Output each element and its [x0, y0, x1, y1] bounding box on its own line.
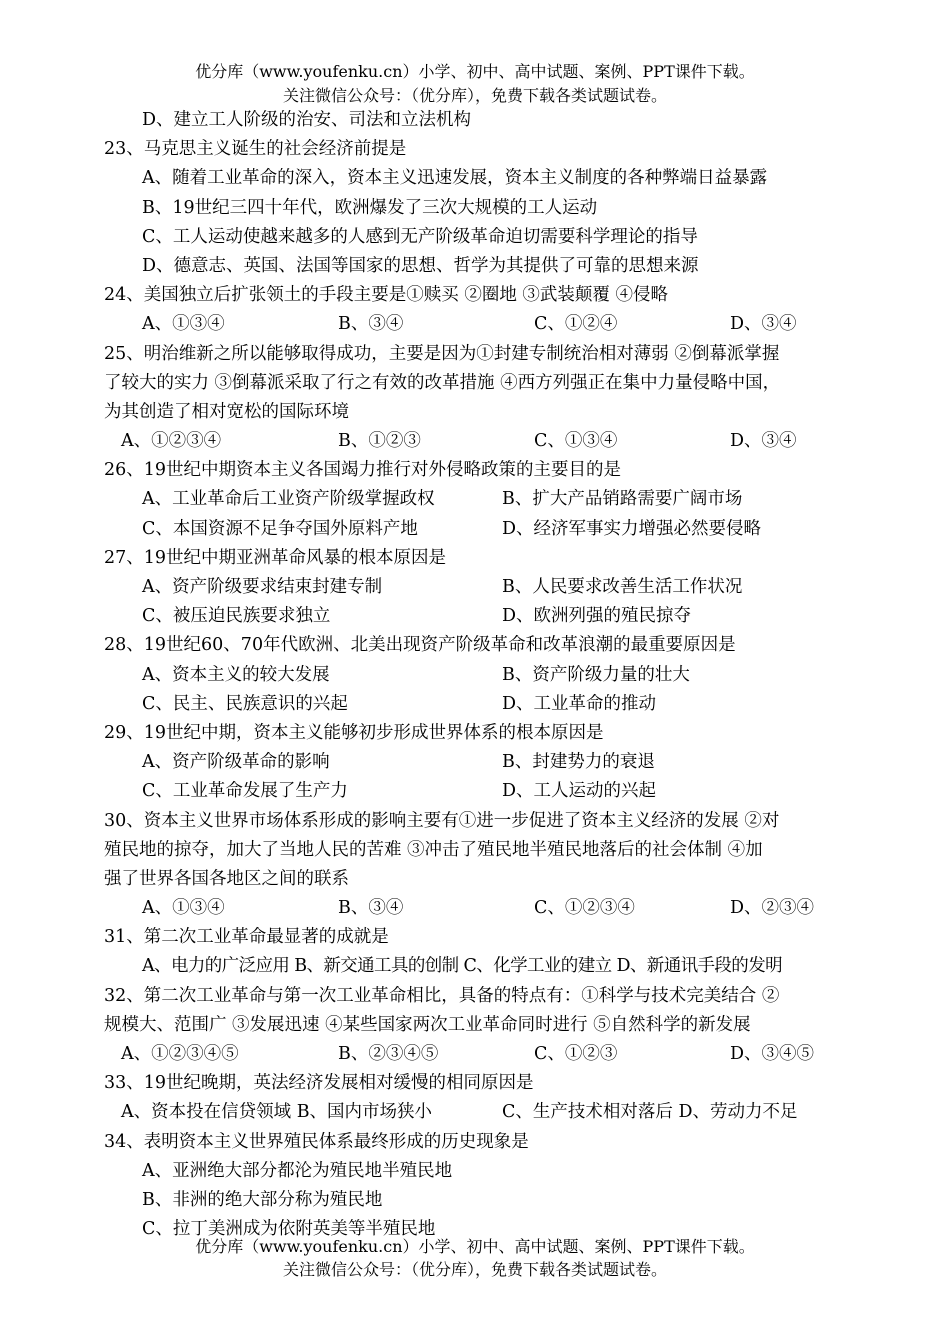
question-31-stem: 31、第二次工业革命最显著的成就是	[104, 927, 389, 948]
question-28-options-row-2	[104, 690, 844, 719]
question-28-options-row-1	[104, 661, 844, 690]
question-29-stem: 29、19世纪中期，资本主义能够初步形成世界体系的根本原因是	[104, 722, 604, 743]
question-28-option-c: C、民主、民族意识的兴起	[142, 693, 348, 714]
question-29-option-d: D、工人运动的兴起	[502, 781, 657, 802]
question-30-option-d: D、②③④	[730, 898, 815, 919]
question-body	[104, 106, 844, 1244]
question-32-option-a: A、①②③④⑤	[121, 1044, 239, 1064]
question-27-option-d: D、欧洲列强的殖民掠夺	[502, 606, 692, 627]
prev-question-option-d: D、建立工人阶级的治安、司法和立法机构	[142, 110, 472, 130]
question-25-option-a: A、①②③④	[121, 431, 222, 452]
question-26-stem: 26、19世纪中期资本主义各国竭力推行对外侵略政策的主要目的是	[104, 460, 622, 481]
question-34-option-b: B、非洲的绝大部分称为殖民地	[142, 1189, 383, 1210]
question-27-stem: 27、19世纪中期亚洲革命风暴的根本原因是	[104, 547, 447, 568]
question-33-stem: 33、19世纪晚期，英法经济发展相对缓慢的相同原因是	[104, 1073, 534, 1094]
question-30-option-b: B、③④	[338, 898, 404, 919]
question-28-option-d: D、工业革命的推动	[502, 693, 657, 714]
question-29-options-row-2	[104, 777, 844, 806]
header-line-2: 关注微信公众号：（优分库），免费下载各类试题试卷。	[282, 86, 667, 105]
question-26-option-c: C、本国资源不足争夺国外原料产地	[142, 518, 418, 539]
question-32-option-d: D、③④⑤	[730, 1044, 815, 1064]
question-24-option-b: B、③④	[338, 314, 404, 335]
question-27-options-row-1	[104, 573, 844, 602]
question-32-stem-line-1: 32、第二次工业革命与第一次工业革命相比，具备的特点有：①科学与技术完美结合 ②	[104, 985, 780, 1006]
question-33-options-cd: C、生产技术相对落后 D、劳动力不足	[502, 1102, 798, 1123]
question-32-options	[104, 1040, 844, 1069]
question-23-option-b: B、19世纪三四十年代，欧洲爆发了三次大规模的工人运动	[142, 197, 598, 218]
question-34-option-c: C、拉丁美洲成为依附英美等半殖民地	[142, 1219, 436, 1240]
question-30-options	[104, 894, 844, 923]
question-25-option-b: B、①②③	[338, 431, 421, 452]
question-34-stem: 34、表明资本主义世界殖民体系最终形成的历史现象是	[104, 1131, 529, 1152]
question-33-options-ab: A、资本投在信贷领域 B、国内市场狭小	[121, 1102, 433, 1123]
question-33-options	[104, 1098, 844, 1127]
question-23-stem: 23、马克思主义诞生的社会经济前提是	[104, 139, 407, 160]
question-24-stem: 24、美国独立后扩张领土的手段主要是①赎买 ②圈地 ③武装颠覆 ④侵略	[104, 285, 668, 306]
question-29-option-b: B、封建势力的衰退	[502, 752, 655, 773]
question-26-option-a: A、工业革命后工业资产阶级掌握政权	[142, 489, 435, 510]
question-24-option-d: D、③④	[730, 314, 797, 335]
question-25-option-d: D、③④	[730, 431, 797, 452]
question-30-option-a: A、①③④	[142, 898, 225, 919]
question-25-stem-line-2: 了较大的实力 ③倒幕派采取了行之有效的改革措施 ④西方列强正在集中力量侵略中国，	[104, 372, 781, 393]
question-26-option-b: B、扩大产品销路需要广阔市场	[502, 489, 743, 510]
question-27-options-row-2	[104, 602, 844, 631]
question-28-stem: 28、19世纪60、70年代欧洲、北美出现资产阶级革命和改革浪潮的最重要原因是	[104, 635, 736, 656]
question-23-option-d: D、德意志、英国、法国等国家的思想、哲学为其提供了可靠的思想来源	[142, 255, 699, 276]
question-25-option-c: C、①③④	[534, 431, 618, 452]
question-25-stem-line-1: 25、明治维新之所以能够取得成功，主要是因为①封建专制统治相对薄弱 ②倒幕派掌握	[104, 343, 780, 364]
question-30-stem-line-3: 强了世界各国各地区之间的联系	[104, 868, 349, 889]
question-30-stem-line-1: 30、资本主义世界市场体系形成的影响主要有①进一步促进了资本主义经济的发展 ②对	[104, 810, 780, 831]
question-25-stem-line-3: 为其创造了相对宽松的国际环境	[104, 401, 349, 422]
question-32-option-b: B、②③④⑤	[338, 1044, 439, 1064]
question-29-option-c: C、工业革命发展了生产力	[142, 781, 348, 802]
question-24-option-c: C、①②④	[534, 314, 618, 335]
question-26-options-row-2	[104, 515, 844, 544]
question-27-option-c: C、被压迫民族要求独立	[142, 606, 331, 627]
footer-line-2: 关注微信公众号：（优分库），免费下载各类试题试卷。	[282, 1260, 667, 1279]
question-30-option-c: C、①②③④	[534, 898, 635, 919]
question-24-option-a: A、①③④	[142, 314, 225, 335]
question-31-options: A、电力的广泛应用 B、新交通工具的创制 C、化学工业的建立 D、新通讯手段的发明	[142, 956, 783, 977]
question-27-option-a: A、资产阶级要求结束封建专制	[142, 577, 383, 597]
question-29-options-row-1	[104, 748, 844, 777]
question-28-option-a: A、资本主义的较大发展	[142, 664, 330, 685]
question-26-option-d: D、经济军事实力增强必然要侵略	[502, 518, 762, 539]
footer-line-1: 优分库（www.youfenku.cn）小学、初中、高中试题、案例、PPT课件下载。	[195, 1237, 755, 1256]
header-line-1: 优分库（www.youfenku.cn）小学、初中、高中试题、案例、PPT课件下载。	[195, 62, 755, 81]
question-27-option-b: B、人民要求改善生活工作状况	[502, 577, 743, 597]
question-23-option-a: A、随着工业革命的深入，资本主义迅速发展，资本主义制度的各种弊端日益暴露	[142, 168, 768, 189]
question-32-option-c: C、①②③	[534, 1044, 618, 1064]
question-34-option-a: A、亚洲绝大部分都沦为殖民地半殖民地	[142, 1160, 453, 1181]
question-25-options	[104, 427, 844, 456]
question-24-options	[104, 310, 844, 339]
question-32-stem-line-2: 规模大、范围广 ③发展迅速 ④某些国家两次工业革命同时进行 ⑤自然科学的新发展	[104, 1014, 751, 1035]
question-29-option-a: A、资产阶级革命的影响	[142, 752, 330, 773]
question-30-stem-line-2: 殖民地的掠夺，加大了当地人民的苦难 ③冲击了殖民地半殖民地落后的社会体制 ④加	[104, 839, 763, 860]
question-23-option-c: C、工人运动使越来越多的人感到无产阶级革命迫切需要科学理论的指导	[142, 226, 698, 247]
question-26-options-row-1	[104, 485, 844, 514]
question-28-option-b: B、资产阶级力量的壮大	[502, 664, 690, 685]
